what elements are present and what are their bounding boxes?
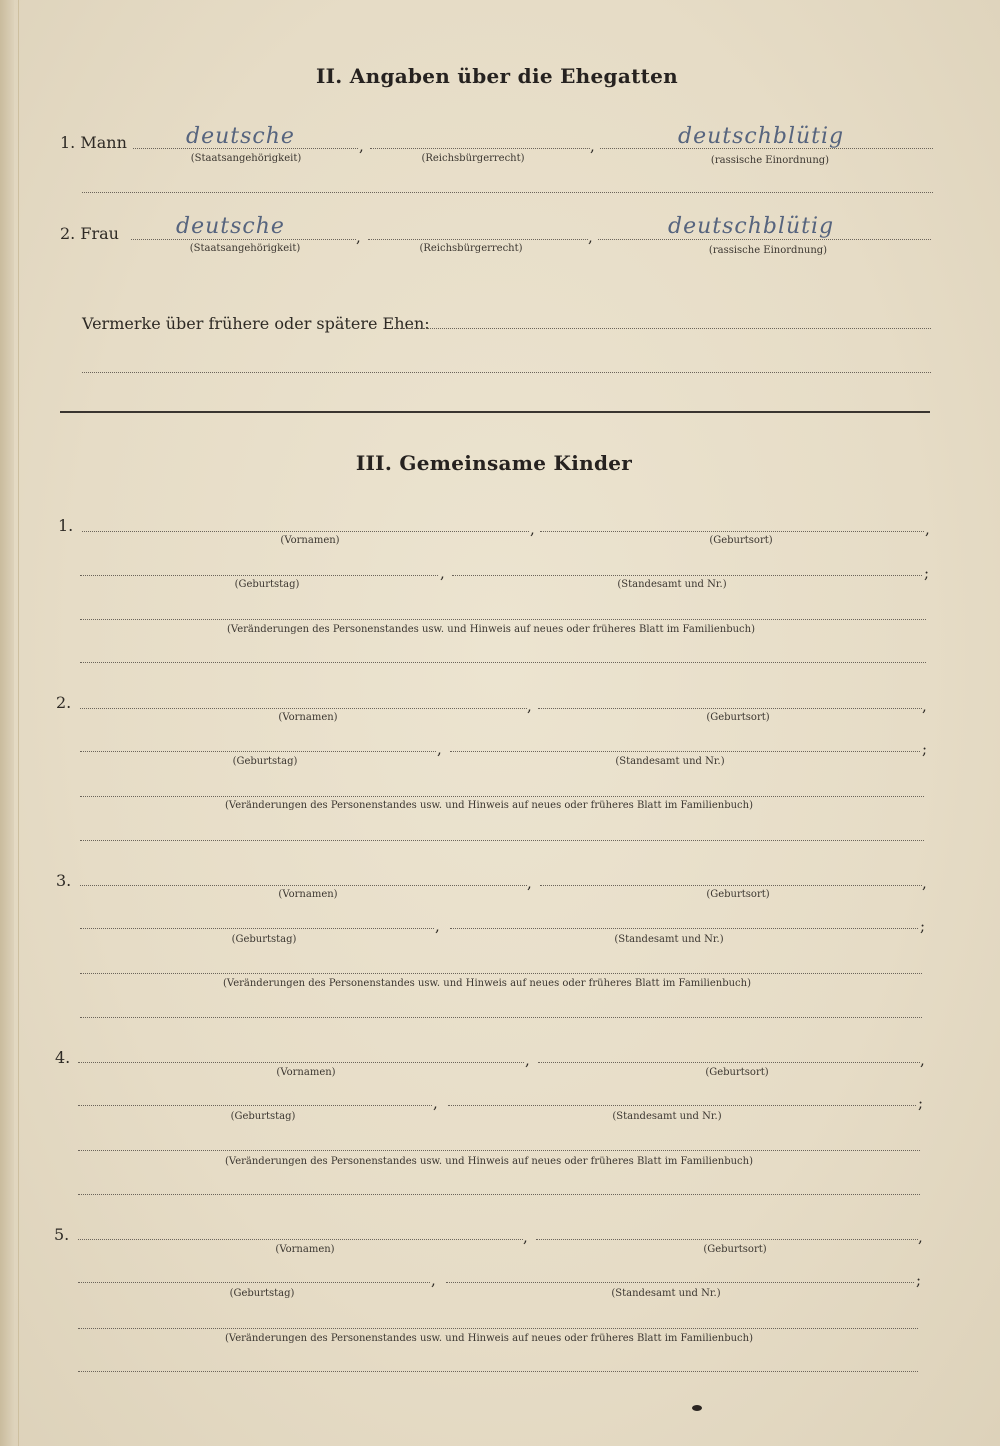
child-changes-line-2[interactable] bbox=[78, 1194, 920, 1195]
comma: , bbox=[527, 874, 532, 892]
child-names-line[interactable] bbox=[80, 885, 527, 886]
child-changes-line[interactable] bbox=[80, 973, 922, 974]
caption-changes: (Veränderungen des Personenstandes usw. und Hinweis auf neues oder früheres Blatt im Familienbuch) bbox=[225, 1156, 753, 1167]
remarks-label: Vermerke über frühere oder spätere Ehen: bbox=[82, 314, 430, 333]
caption-birthday: (Geburtstag) bbox=[230, 1111, 296, 1122]
caption-names: (Vornamen) bbox=[275, 1244, 335, 1255]
caption-changes: (Veränderungen des Personenstandes usw. und Hinweis auf neues oder früheres Blatt im Familienbuch) bbox=[225, 1333, 753, 1344]
comma: , bbox=[435, 917, 440, 935]
comma: , bbox=[437, 740, 442, 758]
child-changes-line-2[interactable] bbox=[80, 662, 926, 663]
child-number: 5. bbox=[54, 1225, 70, 1244]
semicolon: ; bbox=[922, 740, 928, 758]
caption-birthplace: (Geburtsort) bbox=[703, 1244, 767, 1255]
spouse-2-racial-line bbox=[598, 239, 931, 240]
semicolon: ; bbox=[918, 1094, 924, 1112]
comma: , bbox=[922, 697, 927, 715]
child-registry-line[interactable] bbox=[452, 575, 922, 576]
section-divider bbox=[60, 411, 930, 413]
comma: , bbox=[918, 1228, 923, 1246]
spouse-1-citizenship-value[interactable]: deutsche bbox=[186, 124, 295, 149]
caption-changes: (Veränderungen des Personenstandes usw. und Hinweis auf neues oder früheres Blatt im Familienbuch) bbox=[225, 800, 753, 811]
comma: , bbox=[530, 520, 535, 538]
comma: , bbox=[925, 520, 930, 538]
child-number: 2. bbox=[56, 693, 72, 712]
spouse-2-citizenship-value[interactable]: deutsche bbox=[176, 214, 285, 239]
remarks-line-1[interactable] bbox=[394, 328, 931, 329]
spouse-2-citizenship-line bbox=[131, 239, 356, 240]
caption-names: (Vornamen) bbox=[278, 889, 338, 900]
child-birthday-line[interactable] bbox=[78, 1105, 432, 1106]
comma: , bbox=[588, 228, 593, 246]
section-3-title: III. Gemeinsame Kinder bbox=[355, 451, 633, 475]
caption-birthday: (Geburtstag) bbox=[229, 1288, 295, 1299]
binding-edge bbox=[18, 0, 19, 1446]
comma: , bbox=[527, 697, 532, 715]
caption-changes: (Veränderungen des Personenstandes usw. und Hinweis auf neues oder früheres Blatt im Familienbuch) bbox=[223, 978, 751, 989]
child-registry-line[interactable] bbox=[450, 928, 918, 929]
caption-reich: (Reichsbürgerrecht) bbox=[419, 243, 523, 254]
child-changes-line-2[interactable] bbox=[80, 1017, 922, 1018]
child-birthday-line[interactable] bbox=[80, 928, 434, 929]
spouse-1-label: 1. Mann bbox=[60, 133, 127, 152]
caption-registry: (Standesamt und Nr.) bbox=[614, 934, 724, 945]
caption-birthday: (Geburtstag) bbox=[234, 579, 300, 590]
caption-birthday: (Geburtstag) bbox=[232, 756, 298, 767]
caption-registry: (Standesamt und Nr.) bbox=[615, 756, 725, 767]
caption-birthplace: (Geburtsort) bbox=[709, 535, 773, 546]
spouse-2-label: 2. Frau bbox=[60, 224, 119, 243]
caption-registry: (Standesamt und Nr.) bbox=[611, 1288, 721, 1299]
comma: , bbox=[359, 137, 364, 155]
comma: , bbox=[356, 228, 361, 246]
caption-citizenship: (Staatsangehörigkeit) bbox=[189, 243, 301, 254]
child-names-line[interactable] bbox=[80, 708, 527, 709]
caption-birthday: (Geburtstag) bbox=[231, 934, 297, 945]
child-number: 4. bbox=[55, 1048, 71, 1067]
semicolon: ; bbox=[916, 1271, 922, 1289]
caption-birthplace: (Geburtsort) bbox=[705, 1067, 769, 1078]
caption-registry: (Standesamt und Nr.) bbox=[617, 579, 727, 590]
caption-registry: (Standesamt und Nr.) bbox=[612, 1111, 722, 1122]
comma: , bbox=[440, 564, 445, 582]
child-registry-line[interactable] bbox=[450, 751, 920, 752]
child-birthplace-line[interactable] bbox=[538, 1062, 920, 1063]
caption-reich: (Reichsbürgerrecht) bbox=[421, 153, 525, 164]
child-birthplace-line[interactable] bbox=[540, 531, 924, 532]
child-changes-line[interactable] bbox=[80, 619, 926, 620]
child-changes-line-2[interactable] bbox=[78, 1371, 918, 1372]
caption-racial: (rassische Einordnung) bbox=[708, 245, 828, 256]
comma: , bbox=[433, 1094, 438, 1112]
caption-changes: (Veränderungen des Personenstandes usw. und Hinweis auf neues oder früheres Blatt im Familienbuch) bbox=[227, 624, 755, 635]
semicolon: ; bbox=[924, 564, 930, 582]
semicolon: ; bbox=[920, 917, 926, 935]
comma: , bbox=[920, 1051, 925, 1069]
comma: , bbox=[523, 1228, 528, 1246]
child-names-line[interactable] bbox=[78, 1239, 523, 1240]
child-birthday-line[interactable] bbox=[78, 1282, 430, 1283]
child-names-line[interactable] bbox=[78, 1062, 524, 1063]
child-number: 3. bbox=[56, 871, 72, 890]
caption-names: (Vornamen) bbox=[280, 535, 340, 546]
spouse-2-racial-value[interactable]: deutschblütig bbox=[668, 214, 835, 239]
child-number: 1. bbox=[58, 516, 74, 535]
child-changes-line-2[interactable] bbox=[80, 840, 924, 841]
comma: , bbox=[431, 1271, 436, 1289]
spouse-2-reich-line bbox=[368, 239, 588, 240]
caption-names: (Vornamen) bbox=[278, 712, 338, 723]
caption-citizenship: (Staatsangehörigkeit) bbox=[190, 153, 302, 164]
ink-blot bbox=[692, 1405, 702, 1411]
child-birthplace-line[interactable] bbox=[540, 885, 922, 886]
comma: , bbox=[590, 137, 595, 155]
child-registry-line[interactable] bbox=[446, 1282, 914, 1283]
spouse-1-reich-line bbox=[370, 148, 590, 149]
child-names-line[interactable] bbox=[82, 531, 529, 532]
caption-racial: (rassische Einordnung) bbox=[710, 155, 830, 166]
child-changes-line[interactable] bbox=[78, 1150, 920, 1151]
spouse-1-racial-value[interactable]: deutschblütig bbox=[678, 124, 845, 149]
child-birthplace-line[interactable] bbox=[538, 708, 922, 709]
comma: , bbox=[525, 1051, 530, 1069]
child-birthday-line[interactable] bbox=[80, 751, 436, 752]
child-birthplace-line[interactable] bbox=[536, 1239, 918, 1240]
remarks-line-2[interactable] bbox=[82, 372, 931, 373]
caption-birthplace: (Geburtsort) bbox=[706, 889, 770, 900]
child-registry-line[interactable] bbox=[448, 1105, 916, 1106]
child-changes-line[interactable] bbox=[80, 796, 924, 797]
spouse-1-extra-line bbox=[82, 192, 933, 193]
child-birthday-line[interactable] bbox=[80, 575, 438, 576]
child-changes-line[interactable] bbox=[78, 1328, 918, 1329]
section-2-title: II. Angaben über die Ehegatten bbox=[315, 64, 679, 88]
comma: , bbox=[922, 874, 927, 892]
caption-names: (Vornamen) bbox=[276, 1067, 336, 1078]
caption-birthplace: (Geburtsort) bbox=[706, 712, 770, 723]
binding-spine bbox=[0, 0, 14, 1446]
